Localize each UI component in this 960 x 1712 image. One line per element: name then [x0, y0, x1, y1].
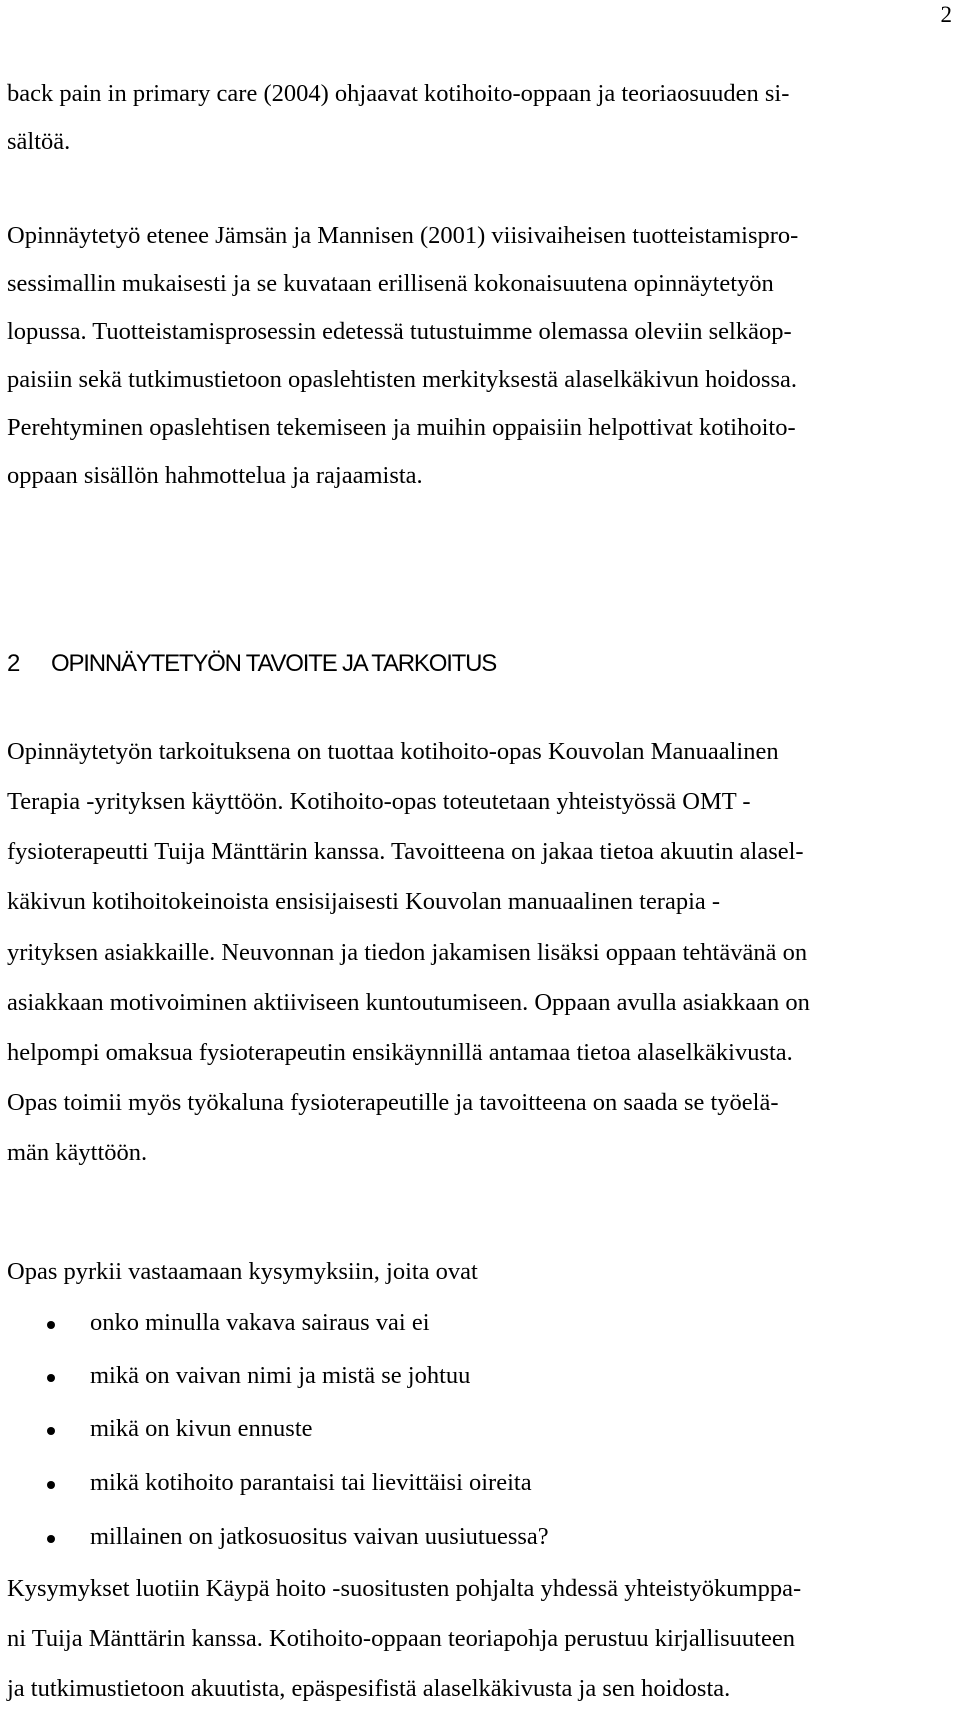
intro-line-2: sältöä.	[7, 128, 71, 155]
paragraph2-line-6: asiakkaan motivoiminen aktiiviseen kuntoutumiseen. Oppaan avulla asiakkaan on	[7, 989, 810, 1016]
paragraph2-line-1: Opinnäytetyön tarkoituksena on tuottaa kotihoito-opas Kouvolan Manuaalinen	[7, 738, 779, 765]
paragraph2-line-8: Opas toimii myös työkaluna fysioterapeutille ja tavoitteena on saada se työelä-	[7, 1089, 779, 1116]
bullet-icon	[47, 1535, 55, 1543]
paragraph1-line-1: Opinnäytetyö etenee Jämsän ja Mannisen (2001) viisivaiheisen tuotteistamispro-	[7, 222, 799, 249]
bullet-icon	[47, 1321, 55, 1329]
paragraph2-line-7: helpompi omaksua fysioterapeutin ensikäynnillä antamaa tietoa alaselkäkivusta.	[7, 1039, 793, 1066]
paragraph3-line-2: ni Tuija Mänttärin kanssa. Kotihoito-oppaan teoriapohja perustuu kirjallisuuteen	[7, 1625, 795, 1652]
paragraph2-line-5: yrityksen asiakkaille. Neuvonnan ja tiedon jakamisen lisäksi oppaan tehtävänä on	[7, 939, 808, 966]
paragraph2-line-2: Terapia -yrityksen käyttöön. Kotihoito-opas toteutetaan yhteistyössä OMT -	[7, 788, 751, 815]
paragraph1-line-4: paisiin sekä tutkimustietoon opaslehtisten merkityksestä alaselkäkivun hoidossa.	[7, 366, 797, 393]
paragraph1-line-3: lopussa. Tuotteistamisprosessin edetessä tutustuimme olemassa oleviin selkäop-	[7, 318, 792, 345]
list-item-text: mikä on kivun ennuste	[90, 1415, 313, 1442]
paragraph1-line-6: oppaan sisällön hahmottelua ja rajaamista.	[7, 462, 423, 489]
bullet-icon	[47, 1374, 55, 1382]
page-number: 2	[940, 2, 952, 27]
list-item-text: millainen on jatkosuositus vaivan uusiutuessa?	[90, 1523, 549, 1550]
list-item-text: mikä on vaivan nimi ja mistä se johtuu	[90, 1362, 471, 1389]
bullet-icon	[47, 1427, 55, 1435]
bullet-icon	[47, 1481, 55, 1489]
list-item-text: mikä kotihoito parantaisi tai lievittäisi oireita	[90, 1469, 532, 1496]
paragraph2-line-9: män käyttöön.	[7, 1139, 148, 1166]
section-title: OPINNÄYTETYÖN TAVOITE JA TARKOITUS	[51, 650, 497, 677]
section-heading	[7, 648, 496, 680]
paragraph1-line-5: Perehtyminen opaslehtisen tekemiseen ja muihin oppaisiin helpottivat kotihoito-	[7, 414, 796, 441]
paragraph2-line-4: käkivun kotihoitokeinoista ensisijaisesti Kouvolan manuaalinen terapia -	[7, 888, 721, 915]
intro-line-1: back pain in primary care (2004) ohjaavat kotihoito-oppaan ja teoriaosuuden si-	[7, 80, 790, 107]
list-item-text: onko minulla vakava sairaus vai ei	[90, 1309, 430, 1336]
paragraph3-line-3: ja tutkimustietoon akuutista, epäspesifistä alaselkäkivusta ja sen hoidosta.	[7, 1675, 731, 1702]
paragraph1-line-2: sessimallin mukaisesti ja se kuvataan erillisenä kokonaisuutena opinnäytetyön	[7, 270, 774, 297]
question-intro: Opas pyrkii vastaamaan kysymyksiin, joita ovat	[7, 1258, 478, 1285]
paragraph2-line-3: fysioterapeutti Tuija Mänttärin kanssa. Tavoitteena on jakaa tietoa akuutin alasel-	[7, 838, 804, 865]
paragraph3-line-1: Kysymykset luotiin Käypä hoito -suositusten pohjalta yhdessä yhteistyökumppa-	[7, 1575, 802, 1602]
section-number: 2	[7, 650, 20, 677]
